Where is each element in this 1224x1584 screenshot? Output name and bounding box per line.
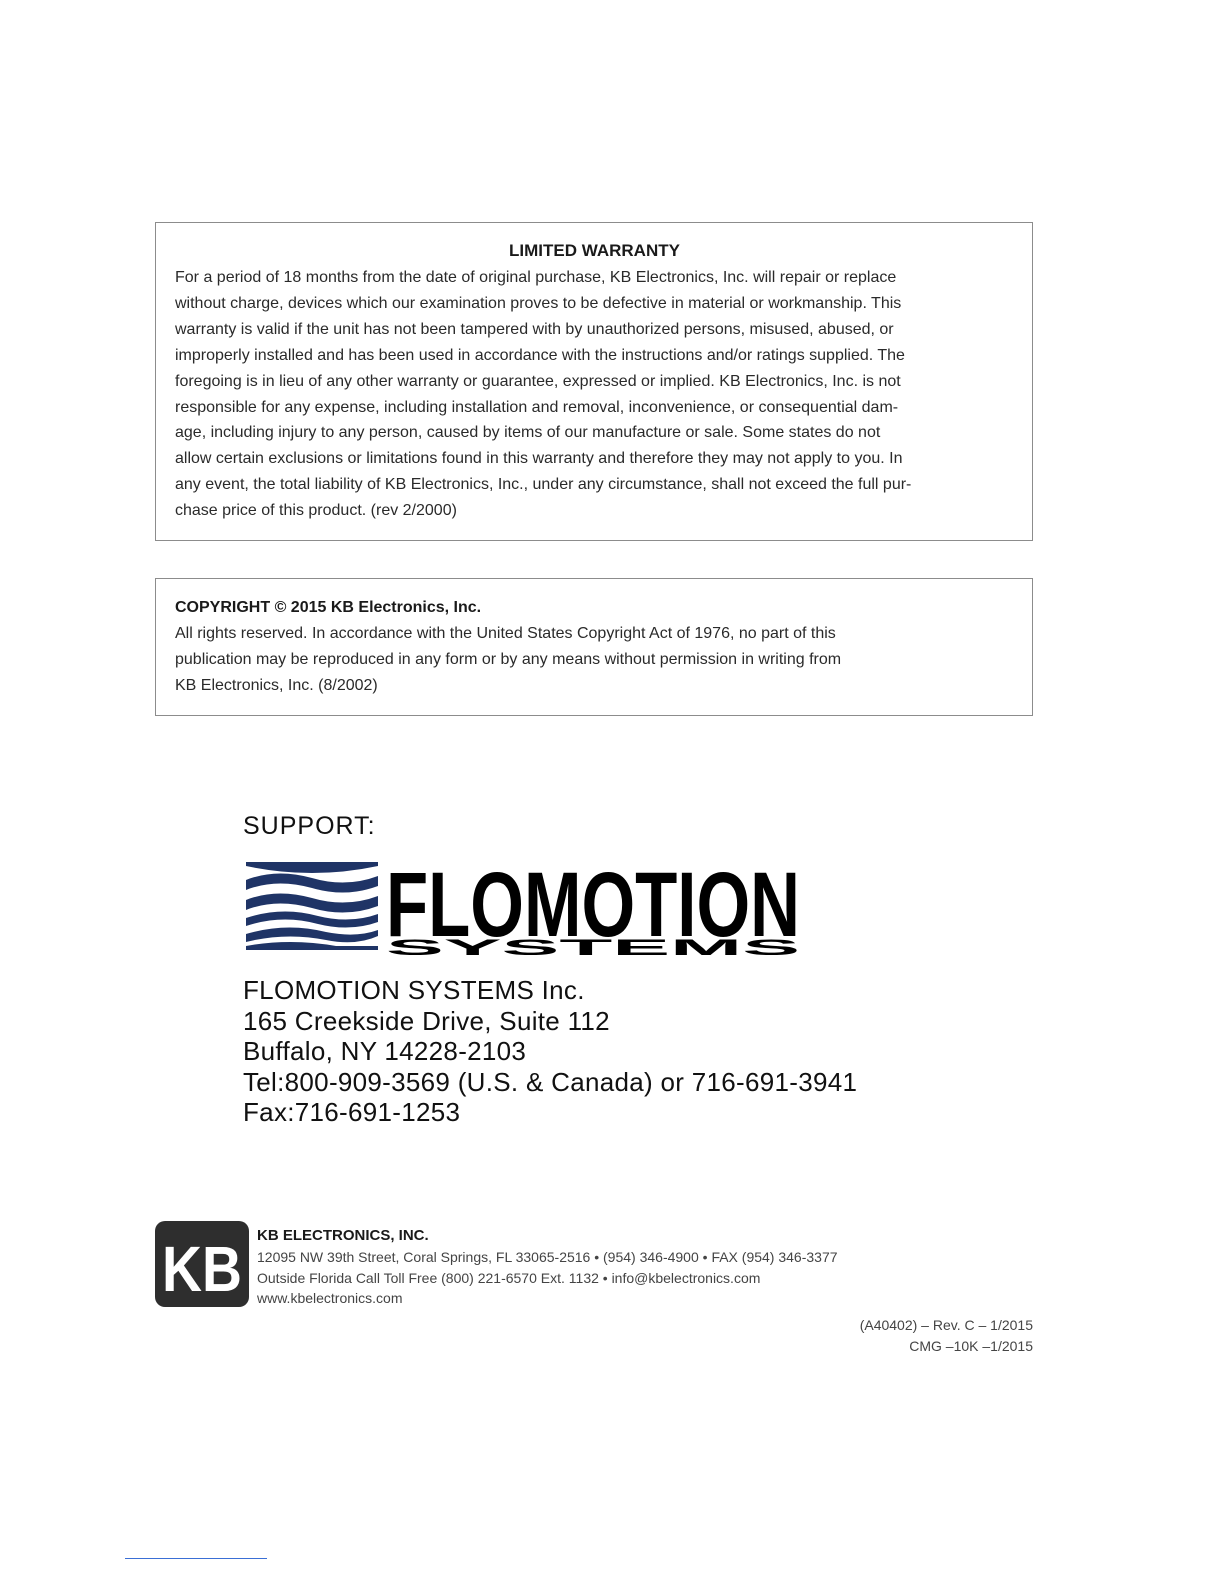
warranty-text (175, 265, 1014, 524)
copyright-line: publication may be reproduced in any form or by any means without permission in writing from (175, 650, 842, 668)
kb-website-line: www.kbelectronics.com (257, 1290, 403, 1307)
kb-contact-block (257, 1226, 838, 1309)
address-company: FLOMOTION SYSTEMS Inc. (243, 975, 585, 1005)
kb-logo-text: KB (162, 1233, 242, 1305)
kb-logo (155, 1221, 249, 1307)
warranty-line: without charge, devices which our examination proves to be defective in material or workmanship. This (175, 294, 902, 312)
flomotion-wordmark: FLOMOTION (386, 856, 800, 956)
warranty-line: foregoing is in lieu of any other warranty or guarantee, expressed or implied. KB Electronics, Inc. is not (175, 372, 901, 390)
support-label: SUPPORT: (243, 812, 376, 840)
doc-revision-code: (A40402) – Rev. C – 1/2015 (859, 1317, 1033, 1333)
warranty-line: For a period of 18 months from the date of original purchase, KB Electronics, Inc. will repair or replace (175, 269, 897, 286)
copyright-title: COPYRIGHT © 2015 KB Electronics, Inc. (175, 599, 482, 616)
copyright-line: KB Electronics, Inc. (8/2002) (175, 676, 378, 694)
warranty-line: age, including injury to any person, caused by items of our manufacture or sale. Some states do not (175, 424, 881, 442)
copyright-text (175, 621, 1014, 699)
warranty-line: allow certain exclusions or limitations found in this warranty and therefore they may not apply to you. In (175, 450, 903, 468)
kb-address-line: 12095 NW 39th Street, Coral Springs, FL 33065-2516 • (954) 346-4900 • FAX (954) 346-3377 (257, 1248, 838, 1265)
document-codes (860, 1315, 1033, 1356)
wave-emblem-icon (246, 856, 378, 952)
address-city: Buffalo, NY 14228-2103 (243, 1036, 527, 1067)
warranty-line: any event, the total liability of KB Electronics, Inc., under any circumstance, shall not exceed the full pur- (175, 476, 912, 494)
address-street: 165 Creekside Drive, Suite 112 (243, 1005, 610, 1036)
support-address (243, 975, 857, 1128)
kb-tollfree-line: Outside Florida Call Toll Free (800) 221-6570 Ext. 1132 • info@kbelectronics.com (257, 1269, 761, 1286)
copyright-line: All rights reserved. In accordance with the United States Copyright Act of 1976, no part of this (175, 625, 836, 642)
kb-company-name: KB ELECTRONICS, INC. (257, 1227, 429, 1244)
doc-print-code: CMG –10K –1/2015 (909, 1337, 1033, 1354)
warranty-title: LIMITED WARRANTY (509, 241, 680, 260)
address-fax: Fax:716-691-1253 (243, 1097, 461, 1128)
flomotion-systems-wordmark: SYSTEMS (386, 935, 800, 958)
warranty-line: chase price of this product. (rev 2/2000) (175, 502, 457, 520)
warranty-line: warranty is valid if the unit has not been tampered with by unauthorized persons, misused, abused, or (175, 320, 894, 338)
warranty-line: improperly installed and has been used in accordance with the instructions and/or ratings supplied. The (175, 346, 905, 364)
footnote-divider (125, 1558, 267, 1559)
limited-warranty-box (155, 222, 1033, 541)
copyright-box (155, 578, 1033, 716)
address-tel: Tel:800-909-3569 (U.S. & Canada) or 716-691-3941 (243, 1066, 858, 1097)
flomotion-logo (246, 856, 802, 958)
warranty-line: responsible for any expense, including installation and removal, inconvenience, or consequential dam- (175, 398, 899, 416)
